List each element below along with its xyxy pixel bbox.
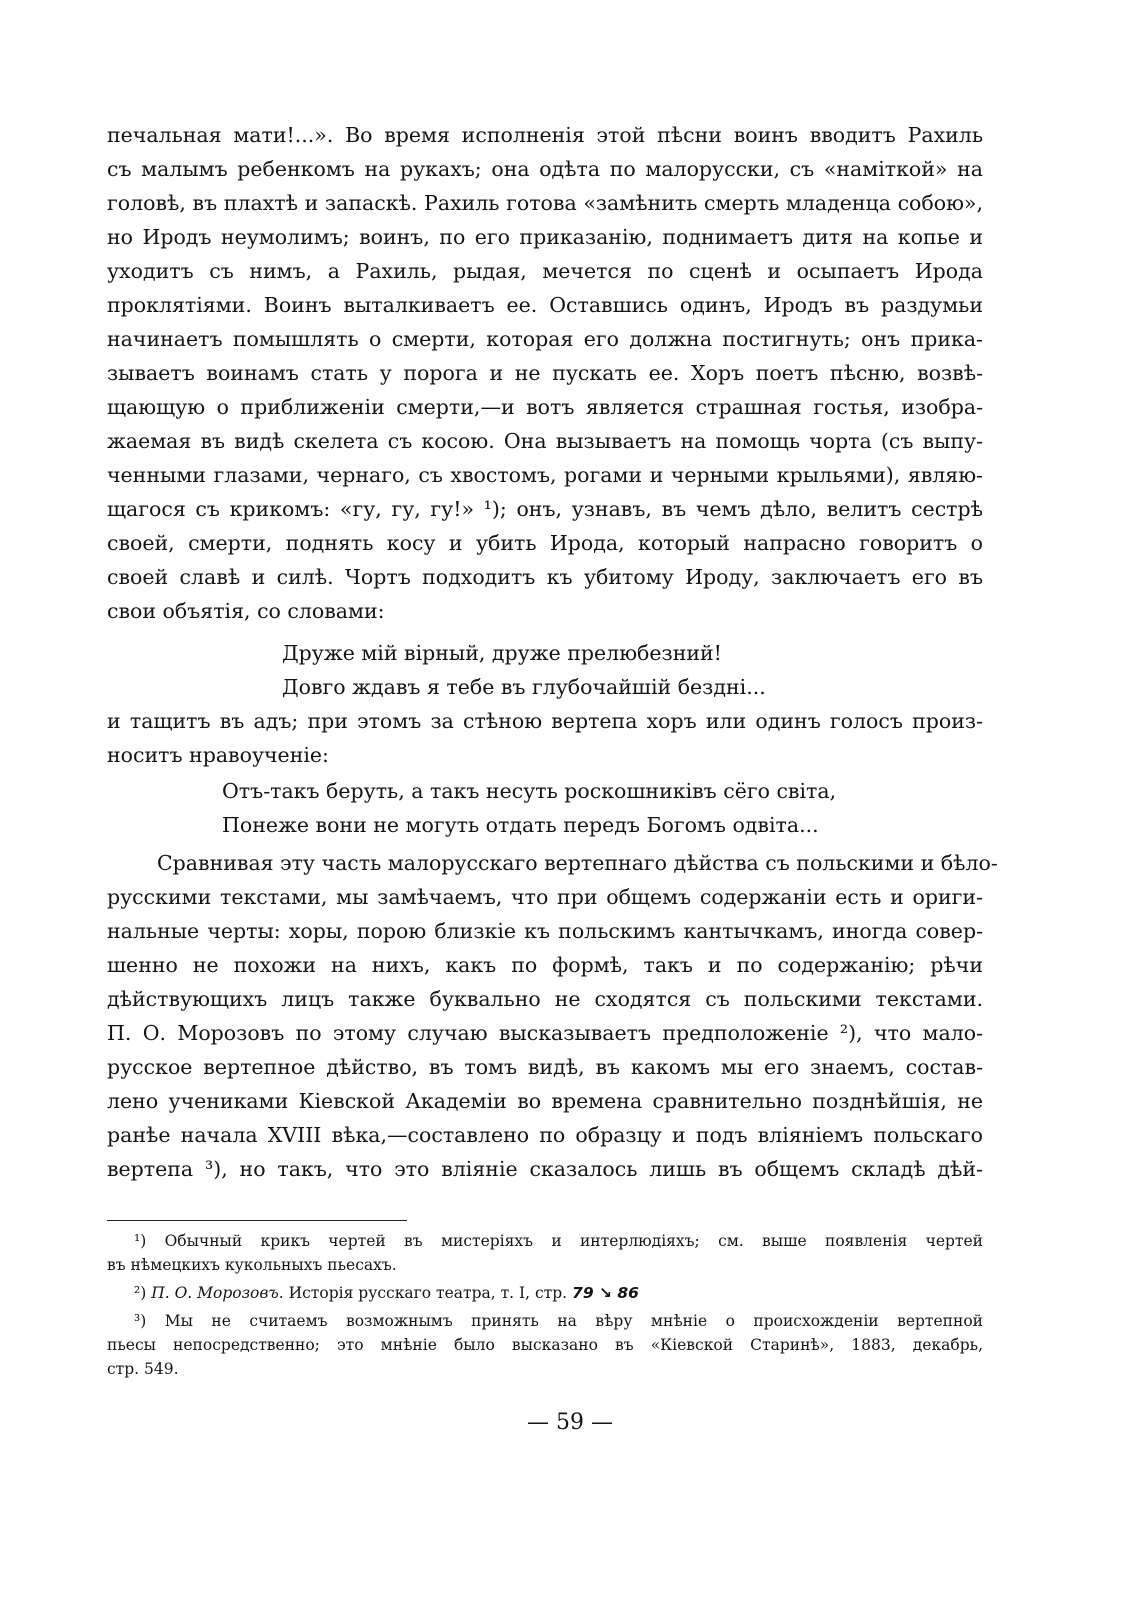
footnote-3-line: стр. 549. [107,1360,179,1378]
footnote-3-line: ³) Мы не считаемъ возможнымъ принять на вѣру мнѣніе о происхожденіи вертепной [134,1312,983,1330]
text-line: жаемая въ видѣ скелета съ косою. Она вызываетъ на помощь чорта (съ выпу- [107,429,983,453]
text-line: свои объятія, со словами: [107,599,385,623]
text-line: ченными глазами, чернаго, съ хвостомъ, рогами и черными крыльями), являю- [107,463,983,487]
text-line: проклятіями. Воинъ выталкиваетъ ее. Оставшись одинъ, Иродъ въ раздумьи [107,293,983,317]
text-line: щагося съ крикомъ: «гу, гу, гу!» ¹); онъ, узнавъ, въ чемъ дѣло, велитъ сестрѣ [107,497,983,521]
text-line: носитъ нравоученіе: [107,743,329,767]
footnote-3-line: пьесы непосредственно; это мнѣніе было высказано въ «Кіевской Старинѣ», 1883, декабрь, [107,1336,983,1354]
verse-line: Довго ждавъ я тебе въ глубочайшій бездні... [282,675,766,699]
verse-line: Понеже вони не могуть отдать передъ Богомъ одвіта... [222,813,819,837]
text-line: и тащитъ въ адъ; при этомъ за стѣною вертепа хоръ или одинъ голосъ произ- [107,709,983,733]
verse-line: Друже мій вірный, друже прелюбезний! [282,641,722,665]
page-number: — 59 — [527,1410,613,1435]
footnote-2-text: Исторія русскаго театра, т. I, стр. [288,1284,568,1302]
handwritten-annotation: 79 ↘ 86 [572,1284,639,1302]
text-line: головѣ, въ плахтѣ и запаскѣ. Рахиль готова «замѣнить смерть младенца собою», [107,191,983,215]
text-line: дѣйствующихъ лицъ также буквально не сходятся съ польскими текстами. [107,987,983,1011]
text-line: но Иродъ неумолимъ; воинъ, по его приказанію, поднимаетъ дитя на копье и [107,225,983,249]
verse-line: Отъ-такъ беруть, а такъ несуть роскошниківъ сёго світа, [222,779,837,803]
text-line: зываетъ воинамъ стать у порога и не пускать ее. Хоръ поетъ пѣсню, возвѣ- [107,361,983,385]
footnote-2-marker: ²) [134,1284,147,1302]
footnote-2-author: П. О. Морозовъ. [151,1284,284,1302]
text-line: шенно не похожи на нихъ, какъ по формѣ, такъ и по содержанію; рѣчи [107,953,983,977]
footnote-divider [107,1220,407,1221]
text-line: своей славѣ и силѣ. Чортъ подходитъ къ убитому Ироду, заключаетъ его въ [107,565,983,589]
text-line: Сравнивая эту часть малорусскаго вертепнаго дѣйства съ польскими и бѣло- [157,851,998,875]
text-line: вертепа ³), но такъ, что это вліяніе сказалось лишь въ общемъ складѣ дѣй- [107,1157,983,1181]
text-line: печальная мати!...». Во время исполненія этой пѣсни воинъ вводитъ Рахиль [107,123,983,147]
text-line: съ малымъ ребенкомъ на рукахъ; она одѣта по малорусски, съ «наміткой» на [107,157,983,181]
text-line: нальные черты: хоры, порою близкіе къ польскимъ кантычкамъ, иногда совер- [107,919,983,943]
text-line: уходитъ съ нимъ, а Рахиль, рыдая, мечется по сценѣ и осыпаетъ Ирода [107,259,983,283]
text-line: своей, смерти, поднять косу и убить Ирода, который напрасно говоритъ о [107,531,983,555]
text-line: лено учениками Кіевской Академіи во времена сравнительно позднѣйшія, не [107,1089,983,1113]
text-line: начинаетъ помышлять о смерти, которая его должна постигнуть; онъ прика- [107,327,983,351]
text-line: русскими текстами, мы замѣчаемъ, что при общемъ содержаніи есть и ориги- [107,885,983,909]
footnote-1-line: въ нѣмецкихъ кукольныхъ пьесахъ. [107,1256,397,1274]
text-line: русское вертепное дѣйство, въ томъ видѣ, въ какомъ мы его знаемъ, состав- [107,1055,983,1079]
footnote-2 [134,1282,983,1304]
text-line: П. О. Морозовъ по этому случаю высказываетъ предположеніе ²), что мало- [107,1021,983,1045]
text-line: ранѣе начала XVIII вѣка,—составлено по образцу и подъ вліяніемъ польскаго [107,1123,983,1147]
text-line: щающую о приближеніи смерти,—и вотъ является страшная гостья, изобра- [107,395,983,419]
footnote-1-line: ¹) Обычный крикъ чертей въ мистеріяхъ и интерлюдіяхъ; см. выше появленія чертей [134,1232,983,1250]
